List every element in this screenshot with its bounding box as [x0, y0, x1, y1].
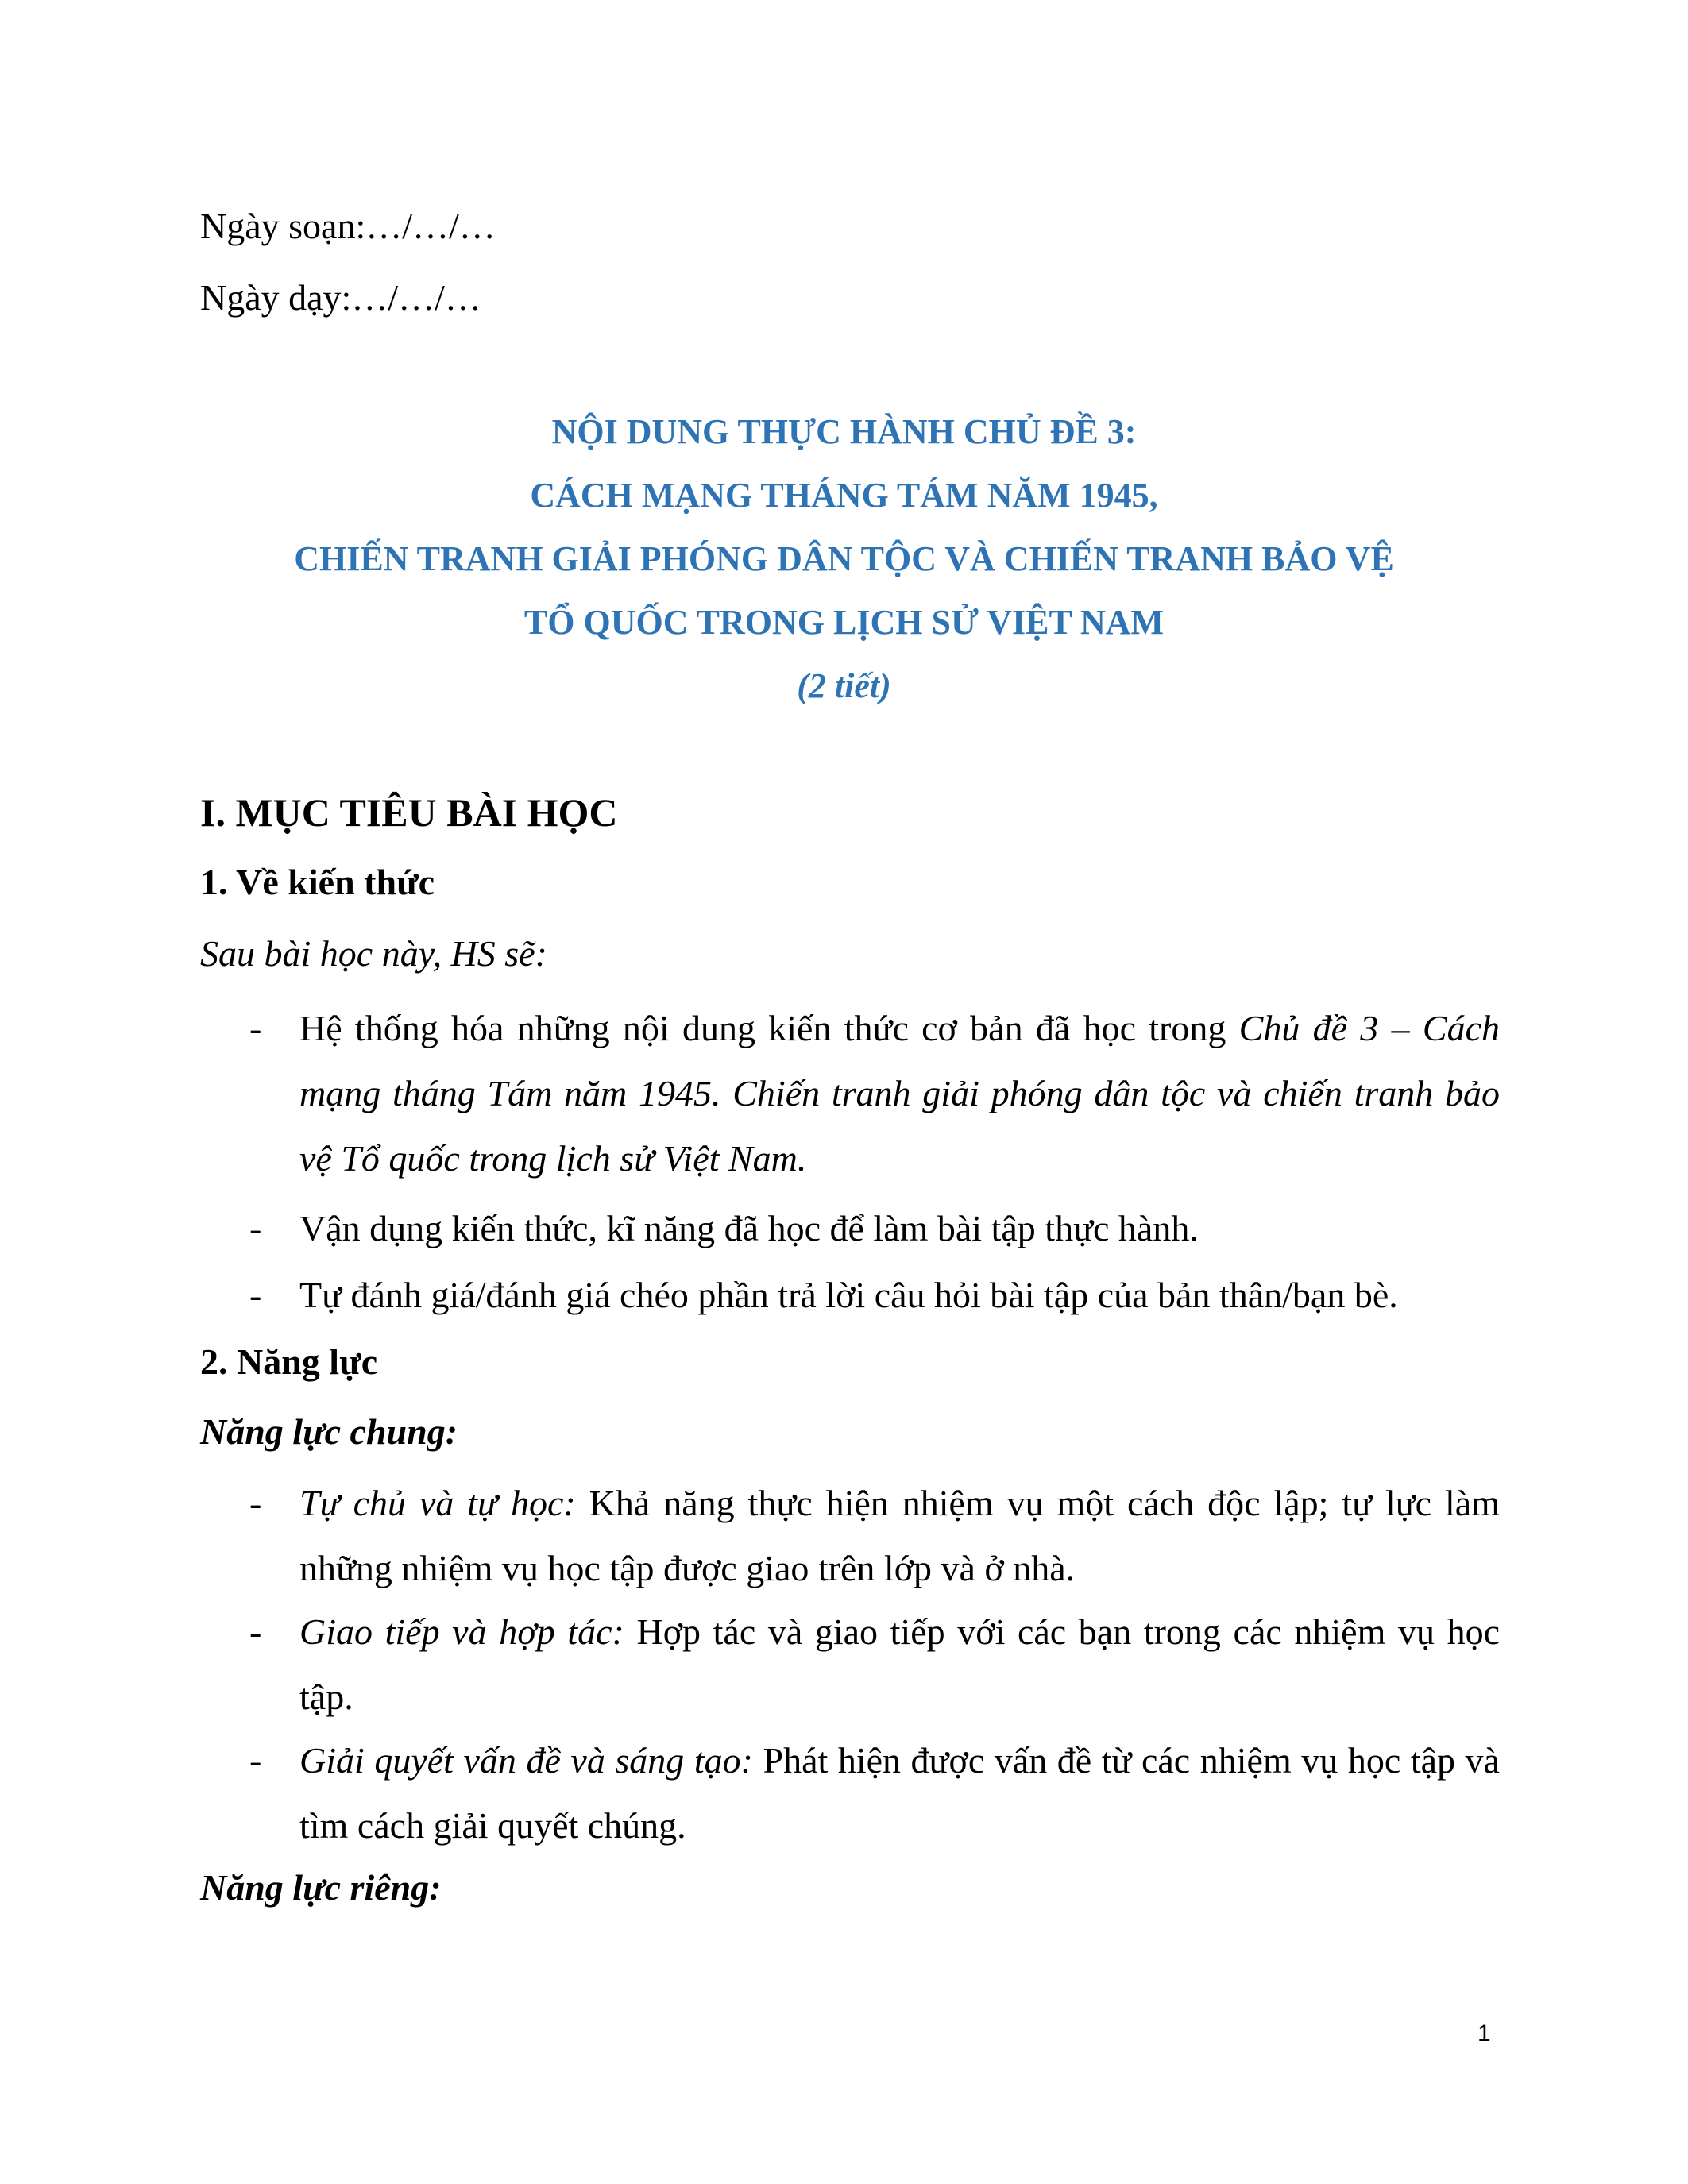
knowledge-bullet-1	[200, 996, 1500, 1191]
bullet-dash: -	[249, 1611, 262, 1652]
title-line-2: CÁCH MẠNG THÁNG TÁM NĂM 1945,	[530, 476, 1158, 515]
bullet-dash: -	[249, 1208, 262, 1248]
competence-text: Khả năng thực hiện nhiệm vụ một cách độc lập; tự lực làm những nhiệm vụ học tập được giao trên lớp và ở nhà.	[299, 1483, 1500, 1588]
bullet-text	[299, 996, 1500, 1191]
bullet-dash: -	[249, 1483, 262, 1523]
bullet-text: Tự đánh giá/đánh giá chéo phần trả lời câu hỏi bài tập của bản thân/bạn bè.	[299, 1275, 1398, 1315]
teach-date: Ngày dạy:…/…/…	[200, 277, 481, 318]
competence-item-1	[200, 1471, 1500, 1601]
title-line-3: CHIẾN TRANH GIẢI PHÓNG DÂN TỘC VÀ CHIẾN TRANH BẢO VỆ	[294, 539, 1394, 578]
knowledge-intro: Sau bài học này, HS sẽ:	[200, 933, 547, 974]
knowledge-bullet-3	[200, 1263, 1500, 1328]
bullet-text-italic: Chủ đề 3 – Cách mạng tháng Tám năm 1945. Chiến tranh giải phóng dân tộc và chiến tranh bảo vệ Tổ quốc trong lịch sử Việt Nam.	[299, 1008, 1500, 1179]
section-heading-objectives: I. MỤC TIÊU BÀI HỌC	[200, 790, 618, 835]
bullet-text-plain: Hệ thống hóa những nội dung kiến thức cơ bản đã học trong	[299, 1008, 1239, 1048]
page-number: 1	[1477, 2020, 1491, 2047]
bullet-text: Vận dụng kiến thức, kĩ năng đã học để làm bài tập thực hành.	[299, 1208, 1199, 1248]
competence-label: Giao tiếp và hợp tác:	[299, 1611, 624, 1652]
bullet-text	[299, 1471, 1500, 1601]
bullet-dash: -	[249, 1740, 262, 1781]
prep-date: Ngày soạn:…/…/…	[200, 206, 496, 246]
bullet-text	[299, 1728, 1500, 1858]
subheading-competence: 2. Năng lực	[200, 1341, 378, 1382]
title-line-4: TỔ QUỐC TRONG LỊCH SỬ VIỆT NAM	[523, 603, 1165, 642]
competence-label: Tự chủ và tự học:	[299, 1483, 576, 1523]
competence-text: Phát hiện được vấn đề từ các nhiệm vụ học tập và tìm cách giải quyết chúng.	[299, 1740, 1500, 1846]
title-duration: (2 tiết)	[797, 666, 891, 705]
competence-item-2	[200, 1599, 1500, 1730]
knowledge-bullet-2	[200, 1196, 1500, 1261]
bullet-dash: -	[249, 1008, 262, 1048]
title-line-1: NỘI DUNG THỰC HÀNH CHỦ ĐỀ 3:	[551, 412, 1137, 451]
bullet-text	[299, 1599, 1500, 1730]
bullet-dash: -	[249, 1275, 262, 1315]
subheading-knowledge: 1. Về kiến thức	[200, 862, 435, 902]
competence-label: Giải quyết vấn đề và sáng tạo:	[299, 1740, 753, 1781]
specific-competence-heading: Năng lực riêng:	[200, 1867, 442, 1908]
general-competence-heading: Năng lực chung:	[200, 1411, 458, 1452]
competence-text: Hợp tác và giao tiếp với các bạn trong các nhiệm vụ học tập.	[299, 1611, 1500, 1717]
competence-item-3	[200, 1728, 1500, 1858]
